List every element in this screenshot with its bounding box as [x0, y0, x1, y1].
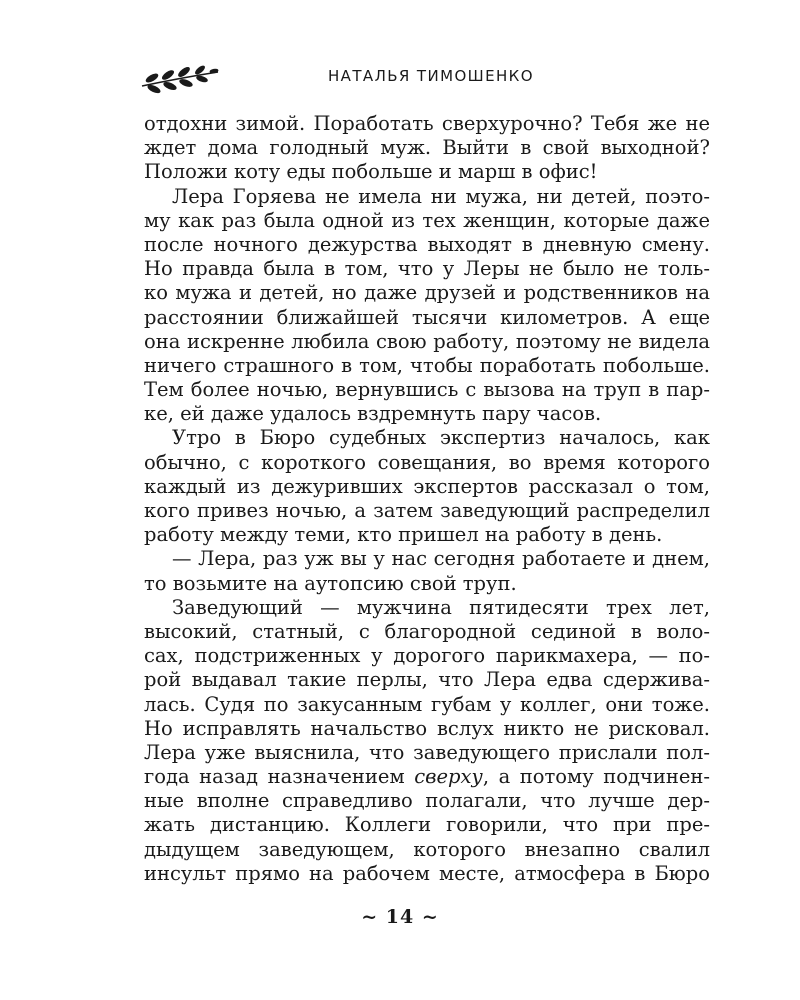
text-segment: года назад назначением [144, 765, 415, 789]
text-line: то возьмите на аутопсию свой труп. [144, 571, 517, 595]
text-line: Лера Горяева не имела ни мужа, ни детей, поэто- [172, 184, 710, 208]
text-line: Лера уже выяснила, что заведующего прислали пол- [144, 740, 710, 764]
text-line: му как раз была одной из тех женщин, которые даже [144, 208, 710, 232]
text-line: рой выдавал такие перлы, что Лера едва сдержива- [144, 668, 710, 692]
text-line: кого привез ночью, а затем заведующий распределил [144, 499, 710, 522]
text-line: — Лера, раз уж вы у нас сегодня работаете и днем, [172, 547, 710, 571]
text-line: Положи коту еды побольше и марш в офис! [144, 160, 598, 184]
body-text [144, 112, 710, 886]
text-line: расстоянии ближайшей тысячи километров. А еще [144, 305, 710, 329]
text-line: дыдущем заведующем, которого внезапно свалил [144, 837, 710, 861]
text-line: ке, ей даже удалось вздремнуть пару часов. [144, 402, 602, 426]
author-name: НАТАЛЬЯ ТИМОШЕНКО [328, 67, 534, 85]
text-line: каждый из дежуривших экспертов рассказал о том, [144, 474, 710, 498]
text-line: ные вполне справедливо полагали, что лучше дер- [144, 789, 710, 813]
text-line: Но исправлять начальство вслух никто не рисковал. [144, 716, 710, 740]
text-line: ничего страшного в том, чтобы поработать побольше. [144, 353, 710, 377]
text-line: инсульт прямо на рабочем месте, атмосфера в Бюро [144, 861, 710, 885]
text-line: лась. Судя по закусанным губам у коллег, они тоже. [144, 692, 710, 716]
running-header [140, 62, 700, 98]
text-line: она искренне любила свою работу, поэтому не видела [144, 329, 710, 353]
leaf-branch-icon [140, 64, 220, 94]
text-line: сах, подстриженных у дорогого парикмахера, — по- [144, 644, 710, 668]
text-segment: , а потому подчинен- [482, 765, 710, 789]
text-line: жать дистанцию. Коллеги говорили, что при пре- [144, 813, 710, 837]
emphasis: сверху [414, 765, 483, 789]
text-line: ко мужа и детей, но даже друзей и родственников на [144, 281, 710, 305]
text-line: отдохни зимой. Поработать сверхурочно? Тебя же не [144, 112, 710, 135]
text-line: Заведующий — мужчина пятидесяти трех лет, [172, 595, 710, 619]
text-line [144, 765, 710, 789]
text-line: Тем более ночью, вернувшись с вызова на труп в пар- [144, 378, 710, 402]
text-line: Но правда была в том, что у Леры не было не толь- [144, 257, 710, 281]
text-line: обычно, с короткого совещания, во время которого [144, 450, 710, 474]
page-number: ~ 14 ~ [361, 906, 439, 928]
text-line: работу между теми, кто пришел на работу в день. [144, 523, 663, 547]
text-line: Утро в Бюро судебных экспертиз началось, как [172, 426, 710, 450]
text-line: после ночного дежурства выходят в дневную смену. [144, 232, 710, 256]
text-line: высокий, статный, с благородной сединой в воло- [144, 619, 710, 643]
text-line: ждет дома голодный муж. Выйти в свой выходной? [144, 136, 710, 160]
